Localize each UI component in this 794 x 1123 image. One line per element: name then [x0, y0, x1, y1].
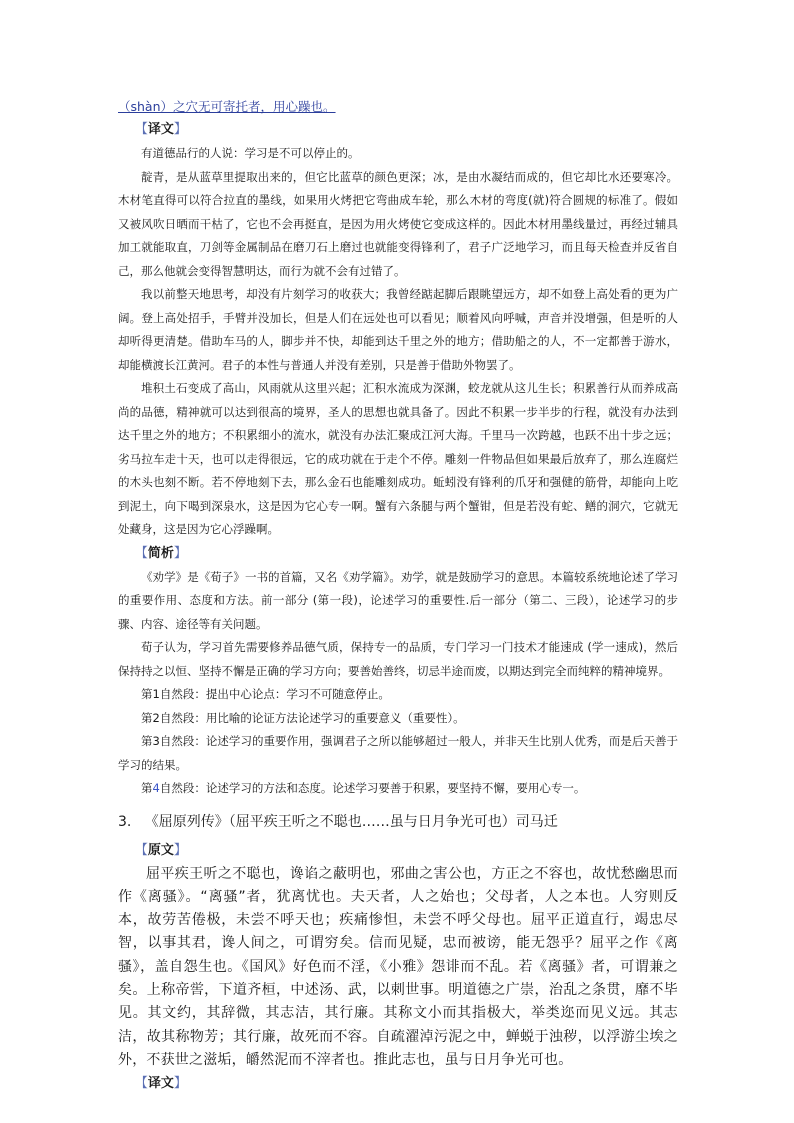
jianxi-heading: 【简析】	[134, 545, 187, 561]
yiwen-heading-2: 【译文】	[134, 1076, 187, 1092]
yiwen-paragraph: 堆积土石变成了高山，风雨就从这里兴起；汇积水流成为深渊，蛟龙就从这儿生长；积累善行从而养成高尚的品德，精神就可以达到很高的境界，圣人的思想也就具备了。因此不积累一步半步的行程，就没有办法到达千里之外的地方；不积累细小的流水，就没有办法汇聚成江河大海。千里马一次跨越，也跃不出十步之远；劣马拉车走十天，也可以走得很远，它的成功就在于走个不停。雕刻一件物品但如果最后放弃了，那么连腐烂的木头也刻不断。若不停地刻下去，那么金石也能雕刻成功。蚯蚓没有锋利的爪牙和强健的筋骨，却能向上吃到泥土，向下喝到深泉水，这是因为它心专一啊。蟹有六条腿与两个蟹钳，但是若没有蛇、鳝的洞穴，它就无处藏身，这是因为它心浮躁啊。	[118, 381, 678, 536]
continued-line	[118, 96, 678, 118]
jianxi-paragraph: 荀子认为，学习首先需要修养品德气质，保持专一的品质，专门学习一门技术才能速成 (学一速成)，然后保持持之以恒、坚持不懈是正确的学习方向；要善始善终，切忌半途而废，以期达到完全而纯粹的精神境界。	[118, 640, 678, 678]
yiwen-heading: 【译文】	[134, 122, 187, 137]
jianxi-paragraph: 《劝学》是《荀子》一书的首篇，又名《劝学篇》。劝学，就是鼓励学习的意思。本篇较系统地论述了学习的重要作用、态度和方法。前一部分 (第一段)，论述学习的重要性.后一部分（第二、三段），论述学习的步骤、内容、途径等有关问题。	[118, 569, 678, 631]
paragraph-summary-2: 第2自然段：用比喻的论证方法论述学习的重要意义（重要性）。	[141, 710, 465, 725]
yiwen-paragraph: 靛青，是从蓝草里提取出来的，但它比蓝草的颜色更深；冰，是由水凝结而成的，但它却比水还要寒冷。木材笔直得可以符合拉直的墨线，如果用火烤把它弯曲成车轮，那么木材的弯度(就)符合圆规的标准了。假如又被风吹日晒而干枯了，它也不会再挺直，是因为用火烤使它变成这样的。因此木材用墨线量过，再经过辅具加工就能取直，刀剑等金属制品在磨刀石上磨过也就能变得锋利了，君子广泛地学习，而且每天检查并反省自己，那么他就会变得智慧明达，而行为就不会有过错了。	[118, 169, 678, 278]
continued-text: 之穴无可寄托者，用心躁也。	[173, 99, 336, 114]
paragraph-summary-3: 第3自然段：论述学习的重要作用，强调君子之所以能够超过一般人，并非天生比别人优秀，而是后天善于学习的结果。	[118, 734, 678, 772]
paragraph-summary-1: 第1自然段：提出中心论点：学习不可随意停止。	[141, 687, 390, 701]
yuanwen-heading: 【原文】	[134, 842, 187, 858]
yiwen-paragraph: 有道德品行的人说：学习是不可以停止的。	[141, 146, 360, 160]
section-title: 3. 《屈原列传》（屈平疾王听之不聪也……虽与日月争光可也）司马迁	[118, 813, 558, 830]
yuanwen-text: 屈平疾王听之不聪也，谗谄之蔽明也，邪曲之害公也，方正之不容也，故忧愁幽思而作《离骚》。“离骚”者，犹离忧也。夫天者，人之始也；父母者，人之本也。人穷则反本，故劳苦倦极，未尝不呼天也；疾痛惨怛，未尝不呼父母也。屈平正道直行，竭忠尽智，以事其君，谗人间之，可谓穷矣。信而见疑，忠而被谤，能无怨乎？屈平之作《离骚》，盖自怨生也。《国风》好色而不淫，《小雅》怨诽而不乱。若《离骚》者，可谓兼之矣。上称帝喾，下道齐桓，中述汤、武，以刺世事。明道德之广崇，治乱之条贯，靡不毕见。其文约，其辞微，其志洁，其行廉。其称文小而其指极大，举类迩而见义远。其志洁，故其称物芳；其行廉，故死而不容。自疏濯淖污泥之中，蝉蜕于浊秽，以浮游尘埃之外，不获世之滋垢，皭然泥而不滓者也。推此志也，虽与日月争光可也。	[118, 865, 678, 1068]
document-body	[118, 96, 678, 1096]
yiwen-section	[118, 142, 678, 542]
jianxi-section	[118, 566, 678, 801]
yiwen-paragraph: 我以前整天地思考，却没有片刻学习的收获大；我曾经踮起脚后跟眺望远方，却不如登上高处看的更为广阔。登上高处招手，手臂并没加长，但是人们在远处也可以看见；顺着风向呼喊，声音并没增强，但是听的人却听得更清楚。借助车马的人，脚步并不快，却能到达千里之外的地方；借助船之的人，不一定都善于游水，却能横渡长江黄河。君子的本性与普通人并没有差别，只是善于借助外物罢了。	[118, 287, 678, 372]
paragraph-summary-4: 第4自然段：论述学习的方法和态度。论述学习要善于积累，要坚持不懈，要用心专一。	[141, 781, 586, 795]
pinyin-annotation: （shàn）	[118, 99, 174, 114]
